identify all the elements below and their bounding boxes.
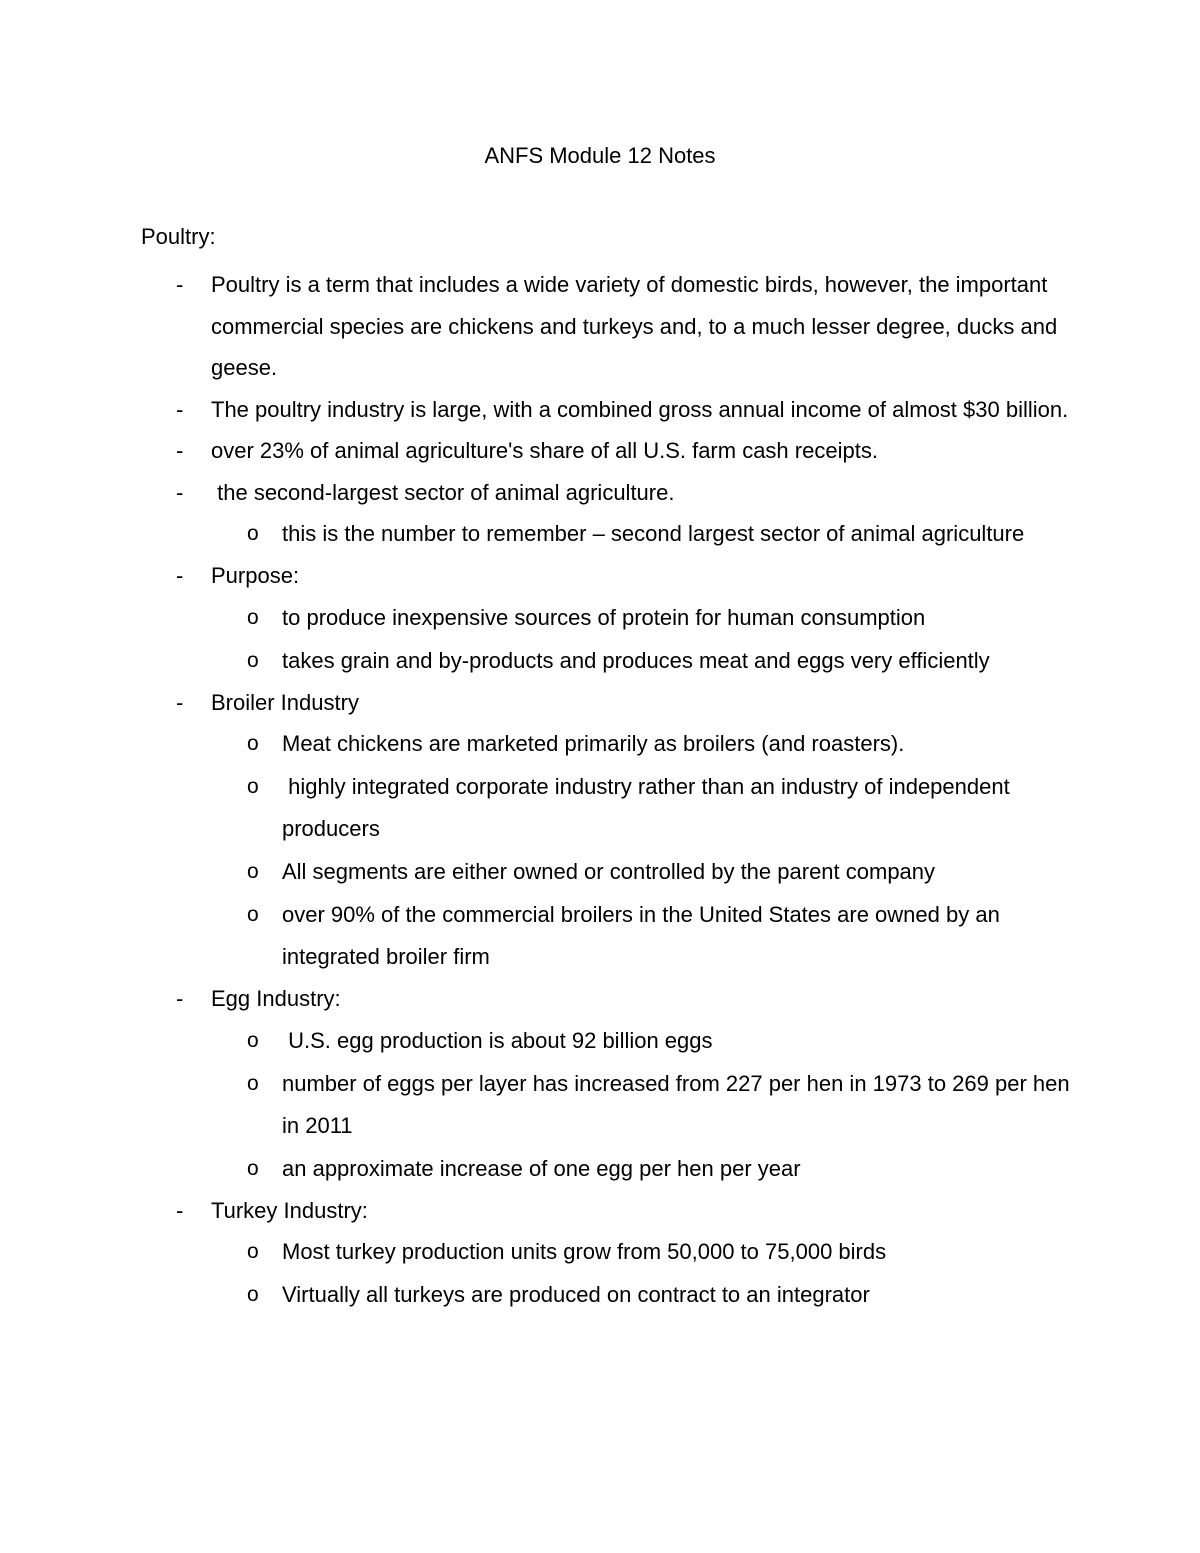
sub-list-item-text: highly integrated corporate industry rather than an industry of independent producers (282, 774, 1016, 841)
circle-bullet: o (247, 732, 259, 755)
list-item (0, 682, 1200, 724)
circle-bullet: o (247, 522, 259, 545)
list-item-text: the second-largest sector of animal agriculture. (211, 479, 675, 505)
circle-bullet: o (247, 775, 259, 798)
list-item-text: Purpose: (211, 563, 300, 588)
sub-list-item-text: Meat chickens are marketed primarily as broilers (and roasters). (282, 731, 905, 756)
list-item-text: The poultry industry is large, with a combined gross annual income of almost $30 billion. (211, 396, 1069, 422)
circle-bullet: o (247, 1283, 259, 1306)
list-item-text: Poultry is a term that includes a wide variety of domestic birds, however, the important commercial species are chickens and turkeys and, to a much lesser degree, ducks and geese. (211, 272, 1058, 380)
notes-list (0, 264, 1200, 1316)
sub-list-item (0, 894, 1200, 978)
circle-bullet: o (247, 1071, 259, 1095)
list-item-text: Turkey Industry: (211, 1197, 368, 1223)
sub-list-item (0, 513, 1200, 555)
sub-list-item (0, 1231, 1200, 1273)
dash-bullet: - (176, 438, 184, 463)
sub-list-item (0, 1148, 1200, 1190)
sub-list-item (0, 766, 1200, 850)
dash-bullet: - (176, 689, 184, 715)
list-item (0, 472, 1200, 514)
list-item (0, 264, 1200, 389)
sub-list-item-text: takes grain and by-products and produces meat and eggs very efficiently (282, 647, 990, 673)
list-item (0, 978, 1200, 1020)
dash-bullet: - (176, 563, 184, 588)
dash-bullet: - (176, 1197, 184, 1223)
circle-bullet: o (247, 860, 259, 883)
list-item (0, 1190, 1200, 1232)
sub-list-item-text: Virtually all turkeys are produced on contract to an integrator (282, 1282, 870, 1307)
dash-bullet: - (176, 986, 184, 1011)
circle-bullet: o (247, 1028, 259, 1052)
sub-list-item-text: All segments are either owned or controlled by the parent company (282, 859, 936, 884)
circle-bullet: o (247, 1156, 259, 1180)
list-item-text: Broiler Industry (211, 689, 359, 715)
circle-bullet: o (247, 605, 259, 629)
sub-list-item-text: number of eggs per layer has increased from 227 per hen in 1973 to 269 per hen in 2011 (282, 1070, 1070, 1138)
circle-bullet: o (247, 1240, 259, 1263)
circle-bullet: o (247, 648, 259, 672)
sub-list-item-text: U.S. egg production is about 92 billion eggs (282, 1027, 713, 1053)
sub-list-item-text: over 90% of the commercial broilers in the United States are owned by an integrated broiler firm (282, 902, 1000, 969)
sub-list-item (0, 640, 1200, 682)
sub-list-item-text: Most turkey production units grow from 50,000 to 75,000 birds (282, 1239, 887, 1264)
sub-list-item (0, 1274, 1200, 1316)
list-item-text: over 23% of animal agriculture's share of all U.S. farm cash receipts. (211, 438, 878, 463)
circle-bullet: o (247, 903, 259, 926)
sub-list-item (0, 851, 1200, 893)
list-item-text: Egg Industry: (211, 986, 341, 1011)
dash-bullet: - (176, 272, 184, 297)
dash-bullet: - (176, 479, 184, 505)
list-item (0, 430, 1200, 472)
sub-list-item-text: this is the number to remember – second largest sector of animal agriculture (282, 521, 1025, 546)
sub-list-item-text: to produce inexpensive sources of protein for human consumption (282, 604, 926, 630)
sub-list-item (0, 1063, 1200, 1147)
list-item (0, 389, 1200, 431)
section-heading-poultry: Poultry: (141, 224, 216, 249)
sub-list-item-text: an approximate increase of one egg per hen per year (282, 1155, 801, 1181)
sub-list-item (0, 723, 1200, 765)
sub-list-item (0, 1020, 1200, 1062)
document-title: ANFS Module 12 Notes (484, 143, 716, 168)
dash-bullet: - (176, 396, 184, 422)
sub-list-item (0, 597, 1200, 639)
list-item (0, 555, 1200, 597)
